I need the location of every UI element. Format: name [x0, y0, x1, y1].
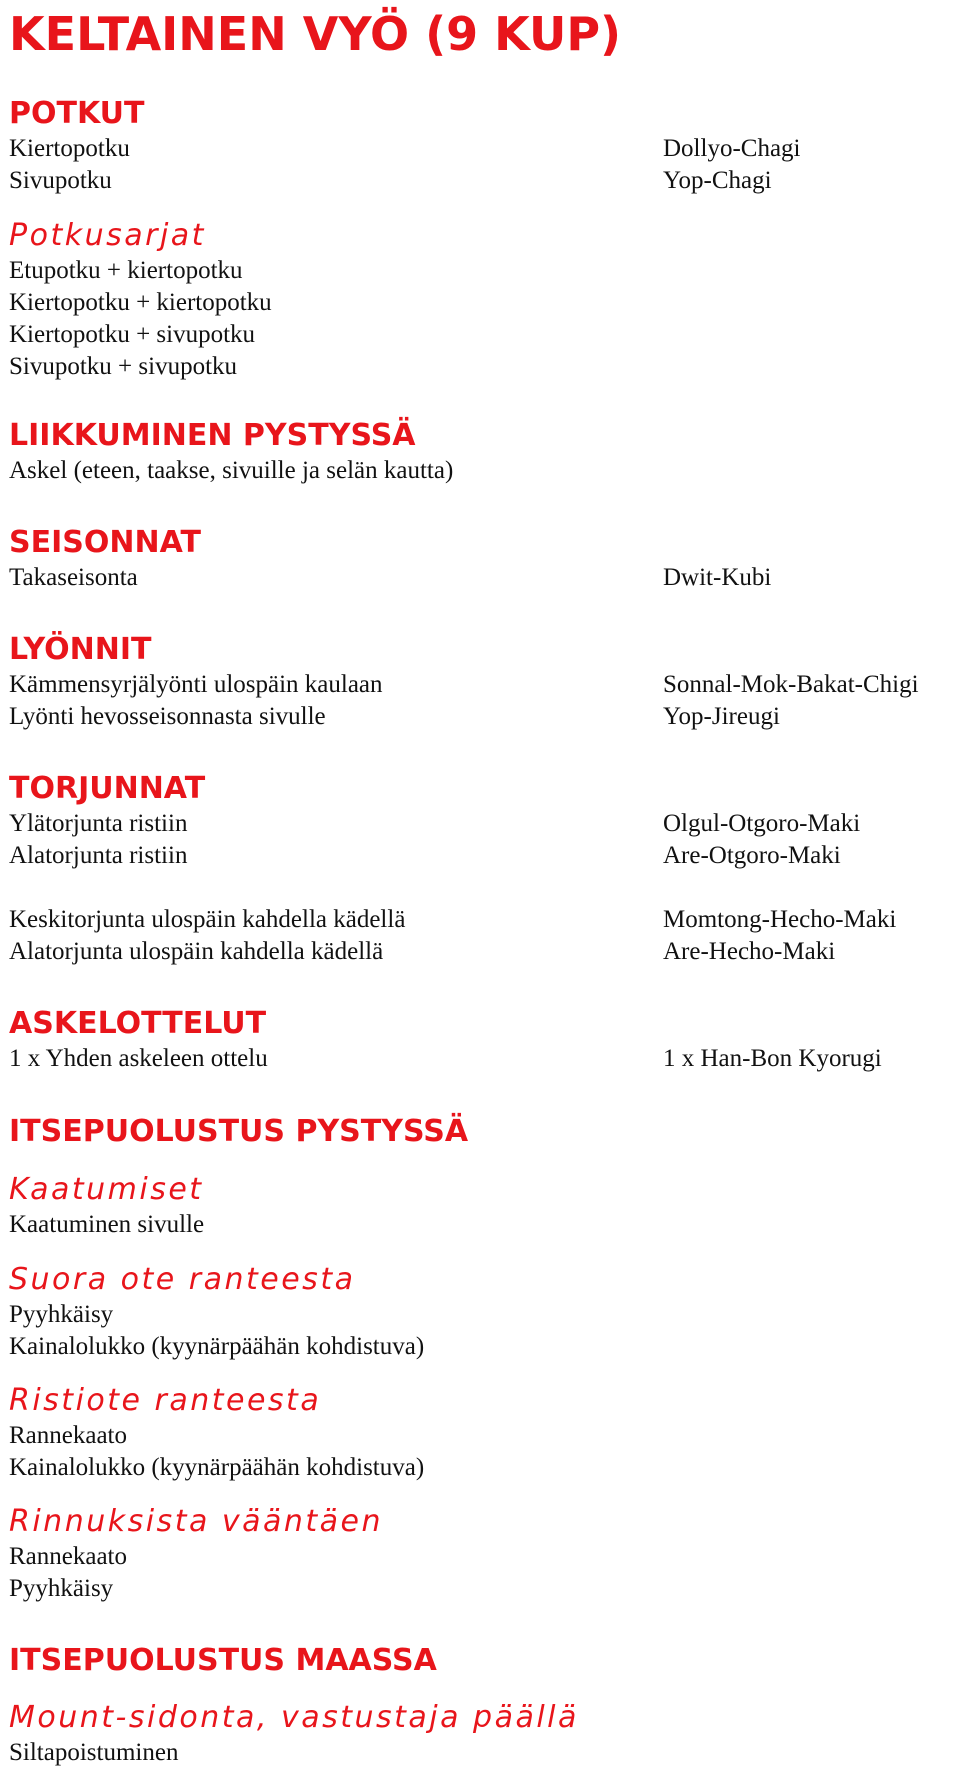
section-heading-seisonnat: SEISONNAT [9, 525, 201, 560]
subsection-heading-potkusarjat: Potkusarjat [9, 218, 206, 253]
technique-ko: Yop-Jireugi [663, 703, 780, 730]
technique-ko: 1 x Han-Bon Kyorugi [663, 1045, 882, 1072]
technique-ko: Yop-Chagi [663, 167, 772, 194]
subsection-heading: Kaatumiset [9, 1172, 204, 1207]
list-item: Rannekaato [9, 1543, 128, 1570]
section-heading-lyonnit: LYÖNNIT [9, 632, 152, 667]
list-item: Askel (eteen, taakse, sivuille ja selän kautta) [9, 457, 454, 484]
technique-ko: Olgul-Otgoro-Maki [663, 810, 861, 837]
section-heading-askelottelut: ASKELOTTELUT [9, 1006, 267, 1041]
list-item: Kiertopotku + kiertopotku [9, 289, 272, 316]
subsection-heading: Suora ote ranteesta [9, 1262, 356, 1297]
technique-fi: Takaseisonta [9, 564, 138, 591]
technique-ko: Dollyo-Chagi [663, 135, 801, 162]
list-item: Kainalolukko (kyynärpäähän kohdistuva) [9, 1333, 425, 1360]
page-title: KELTAINEN VYÖ (9 KUP) [9, 7, 622, 61]
list-item: Pyyhkäisy [9, 1301, 114, 1328]
list-item: Kiertopotku + sivupotku [9, 321, 256, 348]
technique-ko: Sonnal-Mok-Bakat-Chigi [663, 671, 919, 698]
technique-ko: Dwit-Kubi [663, 564, 772, 591]
section-heading-itsepuolustus-pystyssa: ITSEPUOLUSTUS PYSTYSSÄ [9, 1114, 469, 1149]
technique-fi: Kämmensyrjälyönti ulospäin kaulaan [9, 671, 383, 698]
list-item: Kaatuminen sivulle [9, 1211, 205, 1238]
list-item: Etupotku + kiertopotku [9, 257, 243, 284]
section-heading-liikkuminen: LIIKKUMINEN PYSTYSSÄ [9, 418, 416, 453]
subsection-heading: Mount-sidonta, vastustaja päällä [9, 1700, 579, 1735]
list-item: Rannekaato [9, 1422, 128, 1449]
technique-fi: Ylätorjunta ristiin [9, 810, 188, 837]
section-heading-torjunnat: TORJUNNAT [9, 771, 206, 806]
section-heading-itsepuolustus-maassa: ITSEPUOLUSTUS MAASSA [9, 1643, 437, 1678]
section-heading-potkut: POTKUT [9, 96, 145, 131]
subsection-heading: Ristiote ranteesta [9, 1383, 322, 1418]
technique-ko: Are-Otgoro-Maki [663, 842, 841, 869]
technique-ko: Momtong-Hecho-Maki [663, 906, 897, 933]
list-item: Kainalolukko (kyynärpäähän kohdistuva) [9, 1454, 425, 1481]
technique-fi: Kiertopotku [9, 135, 130, 162]
technique-ko: Are-Hecho-Maki [663, 938, 836, 965]
list-item: Sivupotku + sivupotku [9, 353, 238, 380]
technique-fi: Keskitorjunta ulospäin kahdella kädellä [9, 906, 406, 933]
technique-fi: Sivupotku [9, 167, 112, 194]
technique-fi: Alatorjunta ulospäin kahdella kädellä [9, 938, 384, 965]
list-item: Siltapoistuminen [9, 1739, 179, 1766]
technique-fi: 1 x Yhden askeleen ottelu [9, 1045, 268, 1072]
technique-fi: Lyönti hevosseisonnasta sivulle [9, 703, 326, 730]
list-item: Pyyhkäisy [9, 1575, 114, 1602]
subsection-heading: Rinnuksista vääntäen [9, 1504, 384, 1539]
technique-fi: Alatorjunta ristiin [9, 842, 188, 869]
